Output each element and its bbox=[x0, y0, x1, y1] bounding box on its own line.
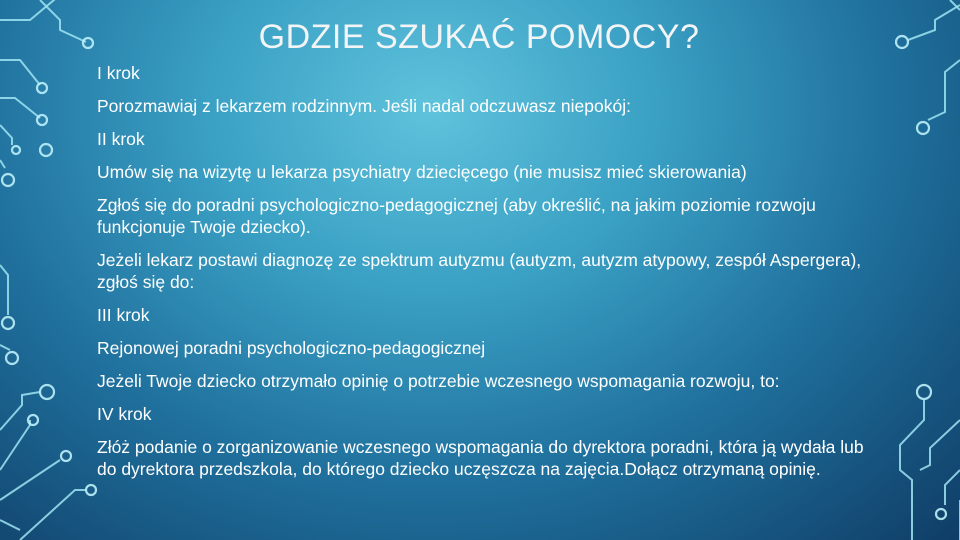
step-3-text: Rejonowej poradni psychologiczno-pedagogicznej bbox=[97, 338, 486, 358]
step-3-heading: III krok bbox=[97, 305, 150, 325]
step-1-heading: I krok bbox=[97, 63, 140, 83]
step-4-heading: IV krok bbox=[97, 404, 152, 424]
slide-body bbox=[97, 62, 867, 480]
step-2-text-psychiatrist: Umów się na wizytę u lekarza psychiatry dziecięcego (nie musisz mieć skierowania) bbox=[97, 162, 747, 182]
step-2-heading: II krok bbox=[97, 129, 145, 149]
step-4-text: Złóż podanie o zorganizowanie wczesnego wspomagania do dyrektora poradni, która ją wydała lub do dyrektora przedszkola, do którego dziecko uczęszcza na zajęcia.Dołącz otrzymaną opinię. bbox=[97, 437, 864, 479]
slide-title: GDZIE SZUKAĆ POMOCY? bbox=[258, 18, 700, 56]
step-3-condition: Jeżeli Twoje dziecko otrzymało opinię o potrzebie wczesnego wspomagania rozwoju, to: bbox=[97, 371, 780, 391]
step-2-text-diagnosis: Jeżeli lekarz postawi diagnozę ze spektrum autyzmu (autyzm, autyzm atypowy, zespół Aspergera), zgłoś się do: bbox=[97, 250, 862, 292]
step-1-text: Porozmawiaj z lekarzem rodzinnym. Jeśli nadal odczuwasz niepokój: bbox=[97, 96, 631, 116]
step-2-text-counseling: Zgłoś się do poradni psychologiczno-pedagogicznej (aby określić, na jakim poziomie rozwoju funkcjonuje Twoje dziecko). bbox=[97, 195, 816, 237]
